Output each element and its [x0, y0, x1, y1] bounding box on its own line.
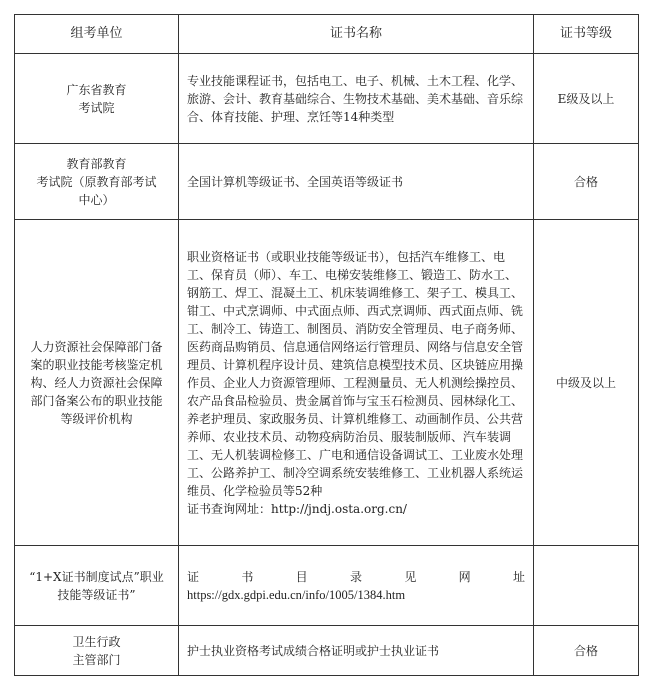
spread-char: 书 — [241, 569, 254, 584]
row-unit: 卫生行政 主管部门 — [15, 626, 179, 676]
row-level: 合格 — [534, 626, 639, 676]
row-name-spread — [187, 568, 525, 586]
row-level: E级及以上 — [534, 54, 639, 144]
table-row — [15, 220, 639, 546]
table-row — [15, 546, 639, 626]
row-name: 职业资格证书（或职业技能等级证书），包括汽车维修工、电工、保育员（师）、车工、电梯安装维修工、锻造工、防水工、钢筋工、焊工、混凝土工、机床装调维修工、架子工、模具工、钳工、中式烹调师、中式面点师、西式烹调师、西式面点师、铣工、制冷工、铸造工、制图员、消防安全管理员、电子商务师、医药商品购销员、信息通信网络运行管理员、网络与信息安全管理员、计算机程序设计员、建筑信息模型技术员、区块链应用操作员、企业人力资源管理师、工程测量员、无人机测绘操控员、农产品食品检验员、贵金属首饰与宝玉石检测员、园林绿化工、养老护理员、家政服务员、计算机维修工、动画制作员、公共营养师、农业技术员、动物疫病防治员、服装制版师、汽车装调工、无人机装调检修工、广电和通信设备调试工、工业废水处理工、公路养护工、制冷空调系统安装维修工、工业机器人系统运维员、化学检验员等52种 — [187, 249, 524, 498]
spread-char: 址 — [512, 569, 525, 584]
row-name: 全国计算机等级证书、全国英语等级证书 — [179, 144, 534, 220]
row-unit: 广东省教育 考试院 — [15, 54, 179, 144]
row-name-cell — [179, 546, 534, 626]
spread-char: 录 — [349, 569, 362, 584]
table-header-row — [15, 15, 639, 54]
row-unit: 教育部教育 考试院（原教育部考试 中心） — [15, 144, 179, 220]
header-name: 证书名称 — [179, 15, 534, 54]
row-level — [534, 546, 639, 626]
spread-char: 证 — [187, 569, 200, 584]
row-level: 中级及以上 — [534, 220, 639, 546]
table-row — [15, 626, 639, 676]
row-query-link[interactable]: 证书查询网址：http://jndj.osta.org.cn/ — [187, 501, 407, 516]
row-name-cell — [179, 220, 534, 546]
row-level: 合格 — [534, 144, 639, 220]
row-unit: 人力资源社会保障部门备案的职业技能考核鉴定机构、经人力资源社会保障部门备案公布的职业技能等级评价机构 — [15, 220, 179, 546]
table-row — [15, 54, 639, 144]
header-unit: 组考单位 — [15, 15, 179, 54]
row-name: 专业技能课程证书，包括电工、电子、机械、土木工程、化学、旅游、会计、教育基础综合、生物技术基础、美术基础、音乐综合、体育技能、护理、烹饪等14种类型 — [179, 54, 534, 144]
header-level: 证书等级 — [534, 15, 639, 54]
spread-char: 网 — [458, 569, 471, 584]
row-url-link[interactable]: https://gdx.gdpi.edu.cn/info/1005/1384.htm — [187, 587, 406, 602]
spread-char: 目 — [295, 569, 308, 584]
row-name: 护士执业资格考试成绩合格证明或护士执业证书 — [179, 626, 534, 676]
certificate-table — [14, 14, 639, 676]
spread-char: 见 — [404, 569, 417, 584]
row-unit: “1+X证书制度试点”职业技能等级证书” — [15, 546, 179, 626]
table-row — [15, 144, 639, 220]
